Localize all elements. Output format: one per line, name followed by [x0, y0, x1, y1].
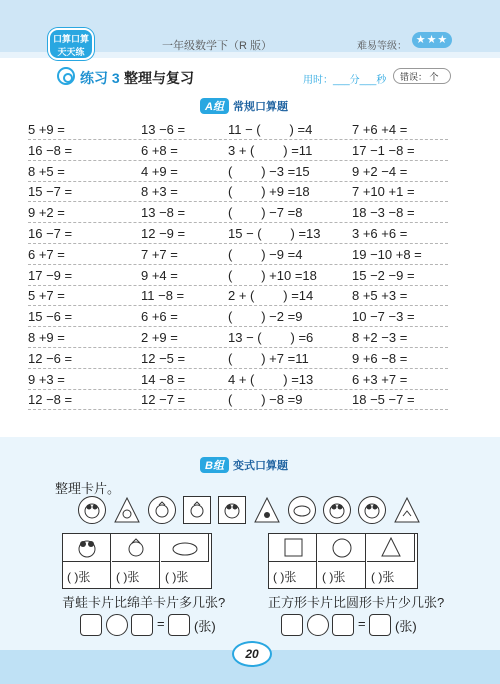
problem-cell: 8 +9 = — [28, 330, 65, 345]
problem-cell: 12 −9 = — [141, 226, 186, 241]
problem-cell: ( ) +10 =18 — [228, 267, 317, 283]
problem-cell: 6 +3 +7 = — [352, 371, 408, 387]
problem-cell: 9 +6 −8 = — [352, 350, 408, 366]
rooster-card — [148, 496, 176, 524]
frog-card — [358, 496, 386, 524]
problem-cell: 13 −8 = — [141, 205, 186, 221]
problem-cell: 18 −5 −7 = — [352, 392, 415, 408]
triangle-cell — [367, 534, 415, 561]
swirl-icon — [57, 67, 75, 85]
row-divider — [28, 222, 448, 223]
problem-cell: 5 +7 = — [28, 288, 65, 304]
sheep-count — [161, 561, 209, 588]
answer-box-1[interactable] — [80, 614, 102, 636]
problem-cell: 13 −6 = — [141, 122, 186, 137]
circle-count — [318, 561, 366, 588]
error-count: 错误： 个 — [393, 68, 451, 84]
section-a-title: 常规口算题 — [232, 101, 288, 113]
lesson-name: 整理与复习 — [124, 70, 194, 86]
problem-cell: ( ) −3 =15 — [228, 163, 310, 179]
square-count — [269, 561, 317, 588]
problem-cell: 19 −10 +8 = — [352, 246, 422, 262]
problem-cell: ( ) −7 =8 — [228, 205, 303, 221]
row-divider — [28, 181, 448, 182]
problem-cell: 8 +5 +3 = — [352, 288, 408, 304]
problem-cell: 16 −7 = — [28, 226, 73, 241]
section-b-title: 变式口算题 — [232, 460, 288, 472]
book-title: 一年级数学下（R 版） — [162, 40, 272, 52]
row-divider — [28, 409, 448, 410]
equals-right: = — [358, 616, 366, 631]
problem-cell: 16 −8 = — [28, 142, 73, 158]
problem-cell: 15 − ( ) =13 — [228, 226, 321, 241]
rooster-cell — [112, 534, 160, 561]
difficulty-label: 难易等级： — [357, 41, 407, 52]
row-divider — [28, 285, 448, 286]
lesson-title-row — [0, 66, 500, 90]
problem-cell: ( ) −2 =9 — [228, 309, 303, 325]
logo-line-2: 天天练 — [57, 47, 85, 57]
problem-cell: 2 +9 = — [141, 330, 178, 345]
problem-cell: 14 −8 = — [141, 371, 186, 387]
problem-cell: 13 − ( ) =6 — [228, 330, 314, 345]
rooster-count-label: ( )张 — [116, 570, 140, 584]
problem-cell: 17 −9 = — [28, 267, 73, 283]
problem-cell: 6 +7 = — [28, 246, 65, 262]
equals-left: = — [157, 616, 165, 631]
circle-count-label: ( )张 — [322, 570, 346, 584]
problem-cell: 3 + ( ) =11 — [228, 142, 313, 158]
section-a-tag: A组 — [200, 98, 229, 114]
section-a-heading — [200, 98, 288, 116]
answer-box-4[interactable] — [281, 614, 303, 636]
section-b-tag: B组 — [200, 457, 229, 473]
problem-cell: 9 +4 = — [141, 267, 178, 283]
answer-box-6[interactable] — [369, 614, 391, 636]
series-logo — [48, 28, 94, 60]
problem-cell: 4 +9 = — [141, 163, 178, 179]
unit-left: (张) — [194, 619, 216, 634]
row-divider — [28, 160, 448, 161]
row-divider — [28, 347, 448, 348]
frog-count-label: ( )张 — [67, 570, 91, 584]
problem-cell: ( ) −9 =4 — [228, 246, 303, 262]
triangle-count — [367, 561, 415, 588]
question-right: 正方形卡片比圆形卡片少几张? — [268, 595, 445, 610]
sheep-cell — [161, 534, 209, 561]
problem-cell: 8 +3 = — [141, 184, 178, 200]
problem-cell: 17 −1 −8 = — [352, 142, 415, 158]
frog-card — [78, 496, 106, 524]
triangle-card — [113, 496, 139, 522]
frog-square-card — [218, 496, 246, 524]
problem-cell: 8 +2 −3 = — [352, 330, 408, 345]
problem-cell: 12 −7 = — [141, 392, 186, 408]
problem-cell: 15 −7 = — [28, 184, 73, 200]
triangle-card — [253, 496, 279, 522]
problem-cell: ( ) −8 =9 — [228, 392, 303, 408]
sheep-count-label: ( )张 — [165, 570, 189, 584]
time-label: 用时：___分___秒 — [303, 75, 387, 86]
problem-cell: 4 + ( ) =13 — [228, 371, 314, 387]
rooster-count — [112, 561, 160, 588]
triangle-card — [393, 496, 419, 522]
row-divider — [28, 243, 448, 244]
animal-count-table — [62, 533, 212, 589]
problem-cell: ( ) +9 =18 — [228, 184, 310, 200]
answer-box-2[interactable] — [131, 614, 153, 636]
unit-right: (张) — [395, 619, 417, 634]
section-b-heading — [200, 457, 288, 475]
problem-cell: 7 +6 +4 = — [352, 122, 408, 137]
problem-cell: 3 +6 +6 = — [352, 226, 408, 241]
frog-card — [323, 496, 351, 524]
problem-cell: 12 −8 = — [28, 392, 73, 408]
problem-cell: 7 +10 +1 = — [352, 184, 415, 200]
answer-box-5[interactable] — [332, 614, 354, 636]
row-divider — [28, 368, 448, 369]
answer-box-3[interactable] — [168, 614, 190, 636]
problem-cell: ( ) +7 =11 — [228, 350, 309, 366]
row-divider — [28, 201, 448, 202]
shape-count-table — [268, 533, 418, 589]
problem-cell: 11 −8 = — [141, 288, 185, 304]
operator-circle-2[interactable] — [307, 614, 329, 636]
problem-cell: 6 +6 = — [141, 309, 178, 325]
frog-count — [63, 561, 111, 588]
problem-cell: 18 −3 −8 = — [352, 205, 415, 221]
problem-cell: 9 +2 −4 = — [352, 163, 408, 179]
problem-cell: 15 −2 −9 = — [352, 267, 415, 283]
task-instruction: 整理卡片。 — [55, 481, 121, 496]
square-count-label: ( )张 — [273, 570, 297, 584]
sheep-card — [288, 496, 316, 524]
problem-cell: 12 −5 = — [141, 350, 186, 366]
problem-cell: 2 + ( ) =14 — [228, 288, 314, 304]
problem-cell: 6 +8 = — [141, 142, 178, 158]
problem-cell: 11 − ( ) =4 — [228, 122, 313, 137]
rooster-square-card — [183, 496, 211, 524]
problem-cell: 8 +5 = — [28, 163, 65, 179]
row-divider — [28, 305, 448, 306]
row-divider — [28, 264, 448, 265]
problem-cell: 15 −6 = — [28, 309, 73, 325]
problem-cell: 9 +2 = — [28, 205, 65, 221]
row-divider — [28, 389, 448, 390]
lesson-number: 练习 3 — [80, 70, 120, 86]
page-number: 20 — [232, 641, 272, 667]
row-divider — [28, 139, 448, 140]
frog-cell — [63, 534, 111, 561]
row-divider — [28, 326, 448, 327]
square-cell — [269, 534, 317, 561]
operator-circle-1[interactable] — [106, 614, 128, 636]
logo-line-1: 口算口算 — [52, 34, 89, 44]
problem-cell: 7 +7 = — [141, 246, 178, 262]
difficulty-stars: ★★★ — [412, 32, 452, 48]
circle-cell — [318, 534, 366, 561]
question-left: 青蛙卡片比绵羊卡片多几张? — [62, 595, 226, 610]
problem-cell: 5 +9 = — [28, 122, 65, 137]
problem-cell: 12 −6 = — [28, 350, 73, 366]
problem-cell: 9 +3 = — [28, 371, 65, 387]
triangle-count-label: ( )张 — [371, 570, 395, 584]
problem-cell: 10 −7 −3 = — [352, 309, 415, 325]
